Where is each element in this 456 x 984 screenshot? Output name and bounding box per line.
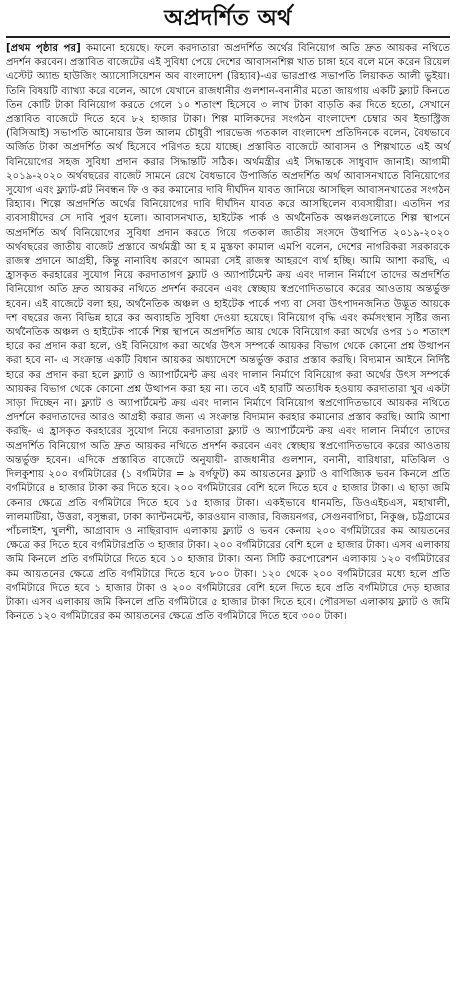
article-body: [6, 42, 450, 624]
continuation-marker: [প্রথম পৃষ্ঠার পর]: [6, 43, 81, 54]
article-body-text: কমানো হয়েছে। ফলে করদাতারা অপ্রদর্শিত অর্থের বিনিয়োগ অতি দ্রুত আয়কর নথিতে প্রদর্শন করবেন। প্রস্তাবিত বাজেটের এই সুবিধা পেয়ে দেশের আবাসনশিল্প খাত চাঙ্গা হবে বলে মনে করেন রিয়েল এস্টেট অ্যান্ড হাউজিং অ্যাসোসিয়েশন অব বাংলাদেশ (রিহ্যাব)-এর ভারপ্রাপ্ত সভাপতি লিয়াকত আলী ভুইয়া। তিনি বিষয়টি ব্যাখ্যা করে বলেন, আগে যেখানে রাজধানীর গুলশান-বনানীর মতো জায়গায় একটি ফ্ল্যাট কিনতে তিন কোটি টাকা বিনিয়োগ করতে গেলে ১০ শতাংশ হিসেবে ৩ লাখ টাকা বাড়তি কর দিতে হতো, সেখানে প্রস্তাবিত বাজেটে দিতে হবে ৮২ হাজার টাকা। শিল্প মালিকদের সংগঠন বাংলাদেশ চেম্বার অব ইন্ডাস্ট্রিজ (বিসিআই) সভাপতি আনোয়ার উল আলম চৌধুরী পারভেজ গতকাল বাংলাদেশ প্রতিদিনকে বলেন, বৈধভাবে অর্জিত টাকা অপ্রদর্শিত অর্থ হিসেবে পরিণত হয়ে যাচ্ছে। প্রস্তাবিত বাজেটে আবাসন ও শিল্পখাতে এই অর্থ বিনিয়োগের সহজ সুবিধা প্রদান করার সিদ্ধান্তটি সঠিক। অর্থমন্ত্রীর এই সিদ্ধান্তকে সাধুবাদ জানাই। আগামী ২০১৯-২০২০ অর্থবছরের বাজেট সামনে রেখে বৈধভাবে উপার্জিত অপ্রদর্শিত অর্থ আবাসনখাতে বিনিয়োগের সুযোগ এবং ফ্ল্যাট-প্লট নিবন্ধন ফি ও কর কমানোর দাবি দীর্ঘদিন যাবত জানিয়ে আসছিল আবাসনখাতের সংগঠন রিহ্যাব। শিল্পে অপ্রদর্শিত অর্থের বিনিয়োগের দাবি দীর্ঘদিন যাবত করে আসছিলেন ব্যবসায়ীরা। এতদিন পর ব্যবসায়ীদের সে দাবি পুরণ হলো। আবাসনখাত, হাইটেক পার্ক ও অর্থনৈতিক অঞ্চলগুলোতে শিল্প স্থাপনে অপ্রদর্শিত অর্থ বিনিয়োগের সুবিধা প্রদান করতে গিয়ে গতকাল জাতীয় সংসদে উত্থাপিত ২০১৯-২০২০ অর্থবছরের জাতীয় বাজেট প্রস্তাবে অর্থমন্ত্রী আ হ ম মুস্তফা কামাল এমপি বলেন, দেশের নাগরিকরা সরকারকে রাজস্ব প্রদানে আগ্রহী, কিন্তু নানাবিধ কারণে আমরা সেই রাজস্ব আহরণে ব্যর্থ হচ্ছি। আমি আশা করছি, এ হ্রাসকৃত করহারের সুযোগ নিয়ে করদাতাগণ ফ্ল্যাট ও অ্যাপার্টমেন্ট ক্রয় এবং দালান নির্মাণে তাদের অপ্রদর্শিত বিনিয়োগ অতি দ্রুত আয়কর নথিতে প্রদর্শন করবেন এবং স্বেচ্ছায় স্বপ্রণোদিতভাবে করের আওতায় অন্তর্ভুক্ত হবেন। এই বাজেটে বলা হয়, অর্থনৈতিক অঞ্চল ও হাইটেক পার্কে পণ্য বা সেবা উৎপাদনজনিত উদ্ভূত আয়কে দশ বছরের জন্য বিভিন্ন হারে কর অব্যাহতি সুবিধা দেওয়া হয়েছে। বিনিয়োগ বৃদ্ধি এবং কর্মসংস্থান সৃষ্টির জন্য অর্থনৈতিক অঞ্চল ও হাইটেক পার্কে শিল্প স্থাপনে অপ্রদর্শিত আয় থেকে বিনিয়োগ করা অর্থের ওপর ১০ শতাংশ হারে কর প্রদান করা হলে, ওই বিনিয়োগ করা অর্থের উৎস সম্পর্কে আয়কর বিভাগ থেকে কোনো প্রশ্ন উত্থাপন করা হবে না- এ সংক্রান্ত একটি বিধান আয়কর অধ্যাদেশে অন্তর্ভুক্ত করার প্রস্তাব করছি। বিদ্যমান আইনে নির্দিষ্ট হারে কর প্রদান করা হলে ফ্ল্যাট ও অ্যাপার্টমেন্ট ক্রয় এবং দালান নির্মাণে বিনিয়োগ করা অর্থের উৎস সম্পর্কে আয়কর বিভাগ থেকে কোনো প্রশ্ন উত্থাপন করা হয় না। তবে এই হারটি অত্যধিক হওয়ায় করদাতারা খুব একটা সাড়া দিচ্ছেন না। ফ্ল্যাট ও অ্যাপার্টমেন্ট ক্রয় এবং দালান নির্মাণে বিনিয়োগ স্বপ্রণোদিতভাবে আয়কর নথিতে প্রদর্শনে করদাতাদের আরও আগ্রহী করার জন্য এ সংক্রান্ত বিদ্যমান করহার কমানোর প্রস্তাব করছি। আমি আশা করছি- এ হ্রাসকৃত করহারের সুযোগ নিয়ে করদাতারা ফ্ল্যাট ও অ্যাপার্টমেন্ট ক্রয় এবং দালান নির্মাণে তাদের অপ্রদর্শিত বিনিয়োগ অতি দ্রুত আয়কর নথিতে প্রদর্শন করবেন এবং স্বেচ্ছায় স্বপ্রণোদিতভাবে করের আওতায় অন্তর্ভুক্ত হবেন। এদিকে প্রস্তাবিত বাজেটে অনুযায়ী- রাজধানীর গুলশান, বনানী, বারিধারা, মতিঝিল ও দিলকুশায় ২০০ বর্গমিটারের (১ বর্গমিটার = ৯ বর্গফুট) কম আয়তনের ফ্ল্যাট ও বাণিজ্যিক ভবন কিনলে প্রতি বর্গমিটারে ৪ হাজার টাকা কর দিতে হবে। ২০০ বর্গমিটারের বেশি হলে দিতে হবে ৫ হাজার টাকা। এ ছাড়া জমি কেনার ক্ষেত্রে প্রতি বর্গমিটারে দিতে হবে ১৫ হাজার টাকা। একইভাবে ধানমন্ডি, ডিওএইচএস, মহাখালী, লালমাটিয়া, উত্তরা, বসুন্ধরা, ঢাকা ক্যান্টনমেন্ট, কারওয়ান বাজার, বিজয়নগর, সেগুনবাগিচা, নিকুঞ্জ, চট্টগ্রামের পাঁচলাইশ, খুলশী, আগ্রাবাদ ও নাছিরাবাদ এলাকায় ফ্ল্যাট ও ভবন কেনায় ২০০ বর্গমিটারের কম আয়তনের ক্ষেত্রে কর দিতে হবে বর্গমিটারপ্রতি ৩ হাজার টাকা। ২০০ বর্গমিটারের বেশি হলে ৫ হাজার টাকা। এসব এলাকায় জমি কিনলে প্রতি বর্গমিটারে দিতে হবে ১০ হাজার টাকা। অন্য সিটি করপোরেশন এলাকায় ১২০ বর্গমিটারের কম আয়তনের ক্ষেত্রে প্রতি বর্গমিটারে দিতে হবে ৮০০ টাকা। ১২০ থেকে ২০০ বর্গমিটারের মধ্যে হলে প্রতি বর্গমিটারে দিতে হবে ১ হাজার টাকা ও ২০০ বর্গমিটারের বেশি হলে দিতে হবে প্রতি বর্গমিটারে দেড় হাজার টাকা। এসব এলাকায় জমি কিনলে প্রতি বর্গমিটারে ৫ হাজার টাকা দিতে হবে। পৌরসভা এলাকায় ফ্ল্যাট ও জমি কিনতে ১২০ বর্গমিটারের কম আয়তনের ক্ষেত্রে প্রতি বর্গমিটারে দিতে হবে ৩০০ টাকা।: [6, 43, 451, 623]
headline-divider: [6, 36, 450, 38]
article-headline: অপ্রদর্শিত অর্থ: [164, 5, 292, 31]
